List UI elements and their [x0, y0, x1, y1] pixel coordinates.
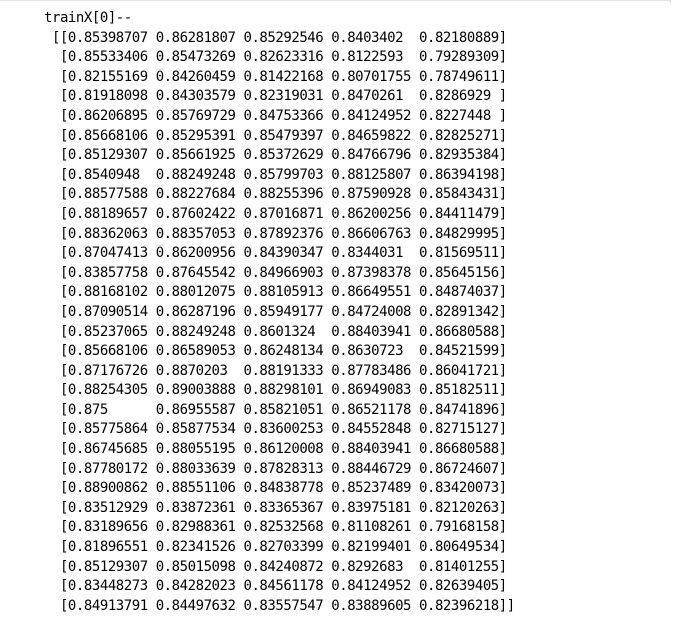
cell-border-right — [670, 0, 671, 4]
array-row: [0.8540948 0.88249248 0.85799703 0.88125807 0.86394198] — [44, 166, 507, 183]
array-row: [0.85533406 0.85473269 0.82623316 0.8122593 0.79289309] — [44, 49, 507, 66]
array-row: [0.81896551 0.82341526 0.82703399 0.82199401 0.80649534] — [44, 539, 507, 556]
array-row: [0.84913791 0.84497632 0.83557547 0.83889605 0.82396218]] — [44, 597, 515, 614]
array-row: [0.85129307 0.85015098 0.84240872 0.8292683 0.81401255] — [44, 558, 507, 575]
array-row: [0.83512929 0.83872361 0.83365367 0.83975181 0.82120263] — [44, 499, 507, 516]
array-row: [0.88577588 0.88227684 0.88255396 0.87590928 0.85843431] — [44, 186, 507, 203]
array-row: [0.87780172 0.88033639 0.87828313 0.88446729 0.86724607] — [44, 460, 507, 477]
array-row: [0.88168102 0.88012075 0.88105913 0.86649551 0.84874037] — [44, 284, 507, 301]
array-row: [0.88900862 0.88551106 0.84838778 0.85237489 0.83420073] — [44, 480, 507, 497]
array-row: [0.87176726 0.8870203 0.88191333 0.87783486 0.86041721] — [44, 362, 507, 379]
array-row: [0.85129307 0.85661925 0.85372629 0.84766796 0.82935384] — [44, 147, 507, 164]
array-row: [0.83448273 0.84282023 0.84561178 0.84124952 0.82639405] — [44, 578, 507, 595]
array-row: [0.875 0.86955587 0.85821051 0.86521178 0.84741896] — [44, 401, 507, 418]
array-row: [0.85237065 0.88249248 0.8601324 0.88403941 0.86680588] — [44, 323, 507, 340]
array-row: [0.81918098 0.84303579 0.82319031 0.8470261 0.8286929 ] — [44, 88, 507, 105]
array-row: [0.83189656 0.82988361 0.82532568 0.81108261 0.79168158] — [44, 519, 507, 536]
array-row: [0.85775864 0.85877534 0.83600253 0.84552848 0.82715127] — [44, 421, 507, 438]
array-row: [0.85668106 0.86589053 0.86248134 0.8630723 0.84521599] — [44, 343, 507, 360]
output-label: trainX[0]-- — [44, 10, 132, 26]
array-row: [0.86745685 0.88055195 0.86120008 0.88403941 0.86680588] — [44, 441, 507, 458]
array-row: [0.82155169 0.84260459 0.81422168 0.80701755 0.78749611] — [44, 68, 507, 85]
output-area[interactable] — [44, 9, 664, 616]
array-row: [0.88189657 0.87602422 0.87016871 0.86200256 0.84411479] — [44, 205, 507, 222]
array-row: [0.83857758 0.87645542 0.84966903 0.87398378 0.85645156] — [44, 264, 507, 281]
array-row: [0.86206895 0.85769729 0.84753366 0.84124952 0.8227448 ] — [44, 107, 507, 124]
array-row: [[0.85398707 0.86281807 0.85292546 0.8403402 0.82180889] — [44, 29, 507, 46]
array-row: [0.87090514 0.86287196 0.85949177 0.84724008 0.82891342] — [44, 303, 507, 320]
array-row: [0.88362063 0.88357053 0.87892376 0.86606763 0.84829995] — [44, 225, 507, 242]
array-row: [0.88254305 0.89003888 0.88298101 0.86949083 0.85182511] — [44, 382, 507, 399]
cell-border — [0, 0, 670, 2]
array-row: [0.85668106 0.85295391 0.85479397 0.84659822 0.82825271] — [44, 127, 507, 144]
array-row: [0.87047413 0.86200956 0.84390347 0.8344031 0.81569511] — [44, 245, 507, 262]
